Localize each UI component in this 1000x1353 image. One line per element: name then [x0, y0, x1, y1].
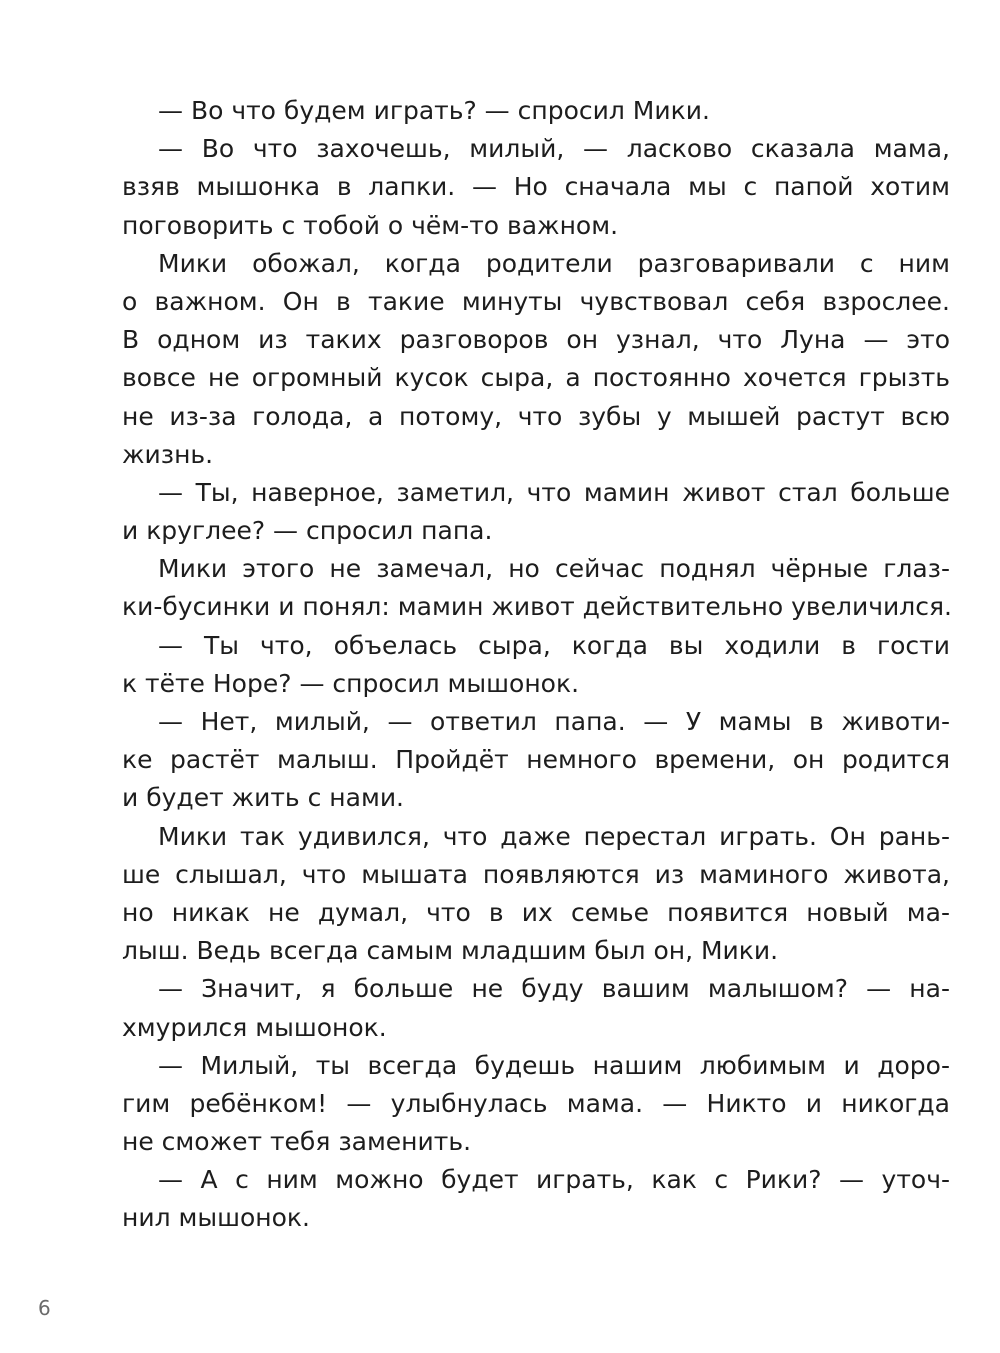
- paragraph: [122, 1161, 950, 1237]
- text-line: о важном. Он в такие минуты чувствовал себя взрослее.: [122, 286, 950, 316]
- text-line: поговорить с тобой о чём-то важном.: [122, 210, 619, 240]
- text-line: — Ты, наверное, заметил, что мамин живот стал больше: [158, 477, 950, 507]
- text-line: не из-за голода, а потому, что зубы у мышей растут всю: [122, 401, 950, 431]
- paragraph: [122, 703, 950, 818]
- text-line: Мики этого не замечал, но сейчас поднял чёрные глаз-: [158, 554, 950, 584]
- text-line: ке растёт малыш. Пройдёт немного времени, он родится: [122, 745, 950, 775]
- text-line: ше слышал, что мышата появляются из маминого живота,: [122, 859, 950, 889]
- paragraph: [122, 970, 950, 1046]
- text-line: — Ты что, объелась сыра, когда вы ходили в гости: [158, 630, 950, 660]
- text-line: В одном из таких разговоров он узнал, что Луна — это: [122, 325, 950, 355]
- paragraph: [122, 130, 950, 245]
- text-line: жизнь.: [122, 439, 214, 469]
- text-line: хмурился мышонок.: [122, 1012, 387, 1042]
- paragraph: [122, 245, 950, 474]
- story-text: [122, 92, 950, 1238]
- paragraph: [122, 1047, 950, 1162]
- text-line: нил мышонок.: [122, 1203, 310, 1233]
- paragraph: [122, 92, 950, 130]
- text-line: Мики так удивился, что даже перестал играть. Он рань-: [158, 821, 950, 851]
- text-line: — Во что будем играть? — спросил Мики.: [158, 96, 710, 125]
- text-line: ки-бусинки и понял: мамин живот действительно увеличился.: [122, 592, 952, 622]
- text-line: гим ребёнком! — улыбнулась мама. — Никто и никогда: [122, 1088, 950, 1118]
- paragraph: [122, 550, 950, 626]
- paragraph: [122, 474, 950, 550]
- text-line: — А с ним можно будет играть, как с Рики? — уточ-: [158, 1165, 950, 1195]
- text-line: взяв мышонка в лапки. — Но сначала мы с папой хотим: [122, 172, 950, 202]
- text-line: — Во что захочешь, милый, — ласково сказала мама,: [158, 134, 950, 164]
- text-line: — Нет, милый, — ответил папа. — У мамы в животи-: [158, 707, 950, 736]
- text-line: вовсе не огромный кусок сыра, а постоянно хочется грызть: [122, 363, 950, 393]
- text-line: не сможет тебя заменить.: [122, 1127, 472, 1157]
- paragraph: [122, 818, 950, 971]
- text-line: — Значит, я больше не буду вашим малышом? — на-: [158, 974, 950, 1004]
- text-line: к тёте Норе? — спросил мышонок.: [122, 668, 580, 698]
- text-line: — Милый, ты всегда будешь нашим любимым и доро-: [158, 1050, 950, 1080]
- text-line: и будет жить с нами.: [122, 783, 405, 813]
- text-line: но никак не думал, что в их семье появится новый ма-: [122, 897, 950, 927]
- text-line: и круглее? — спросил папа.: [122, 516, 493, 546]
- page-number: 6: [38, 1296, 51, 1320]
- paragraph: [122, 627, 950, 703]
- text-line: лыш. Ведь всегда самым младшим был он, Мики.: [122, 936, 779, 966]
- text-line: Мики обожал, когда родители разговаривали с ним: [158, 248, 950, 278]
